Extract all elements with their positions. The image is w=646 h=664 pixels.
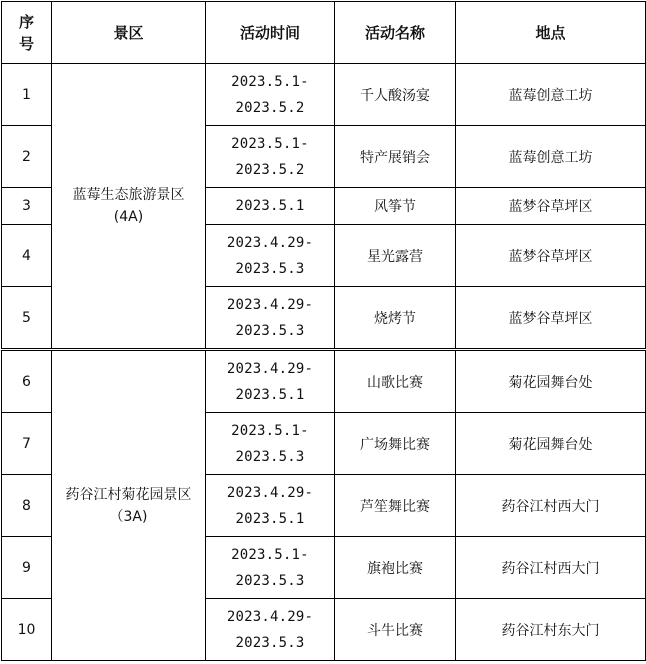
table-row [2,64,646,126]
activity-time-cell: 2023.4.29-2023.5.3 [206,225,335,287]
table-row [2,350,646,413]
location-cell: 蓝莓创意工坊 [456,64,646,126]
location-cell: 药谷江村东大门 [456,599,646,661]
row-number: 6 [2,350,52,413]
location-cell: 蓝莓创意工坊 [456,126,646,188]
activity-name-cell: 特产展销会 [335,126,456,188]
activity-name-cell: 烧烤节 [335,287,456,350]
activity-time-cell: 2023.5.1-2023.5.2 [206,64,335,126]
row-number: 4 [2,225,52,287]
activity-time-cell: 2023.5.1-2023.5.3 [206,413,335,475]
header-scenic-area: 景区 [52,2,206,64]
activity-time-cell: 2023.5.1 [206,188,335,225]
activity-time-cell: 2023.5.1-2023.5.3 [206,537,335,599]
activity-name-cell: 旗袍比赛 [335,537,456,599]
location-cell: 菊花园舞台处 [456,413,646,475]
scenic-area-cell: 蓝莓生态旅游景区(4A) [52,64,206,350]
row-number: 2 [2,126,52,188]
activity-time-cell: 2023.4.29-2023.5.1 [206,350,335,413]
location-cell: 药谷江村西大门 [456,537,646,599]
row-number: 10 [2,599,52,661]
header-activity-name: 活动名称 [335,2,456,64]
activity-time-cell: 2023.5.1-2023.5.2 [206,126,335,188]
activity-time-cell: 2023.4.29-2023.5.1 [206,475,335,537]
activity-name-cell: 千人酸汤宴 [335,64,456,126]
activity-name-cell: 星光露营 [335,225,456,287]
activity-schedule-table [1,1,646,661]
header-serial-number: 序号 [2,2,52,64]
location-cell: 药谷江村西大门 [456,475,646,537]
activity-name-cell: 风筝节 [335,188,456,225]
activity-time-cell: 2023.4.29-2023.5.3 [206,287,335,350]
row-number: 3 [2,188,52,225]
header-activity-time: 活动时间 [206,2,335,64]
row-number: 7 [2,413,52,475]
row-number: 8 [2,475,52,537]
activity-name-cell: 广场舞比赛 [335,413,456,475]
location-cell: 蓝梦谷草坪区 [456,287,646,350]
activity-name-cell: 山歌比赛 [335,350,456,413]
activity-name-cell: 芦笙舞比赛 [335,475,456,537]
row-number: 9 [2,537,52,599]
location-cell: 蓝梦谷草坪区 [456,225,646,287]
scenic-area-cell: 药谷江村菊花园景区（3A) [52,350,206,661]
activity-name-cell: 斗牛比赛 [335,599,456,661]
location-cell: 蓝梦谷草坪区 [456,188,646,225]
location-cell: 菊花园舞台处 [456,350,646,413]
activity-time-cell: 2023.4.29-2023.5.3 [206,599,335,661]
row-number: 1 [2,64,52,126]
header-location: 地点 [456,2,646,64]
header-row [2,2,646,64]
row-number: 5 [2,287,52,350]
